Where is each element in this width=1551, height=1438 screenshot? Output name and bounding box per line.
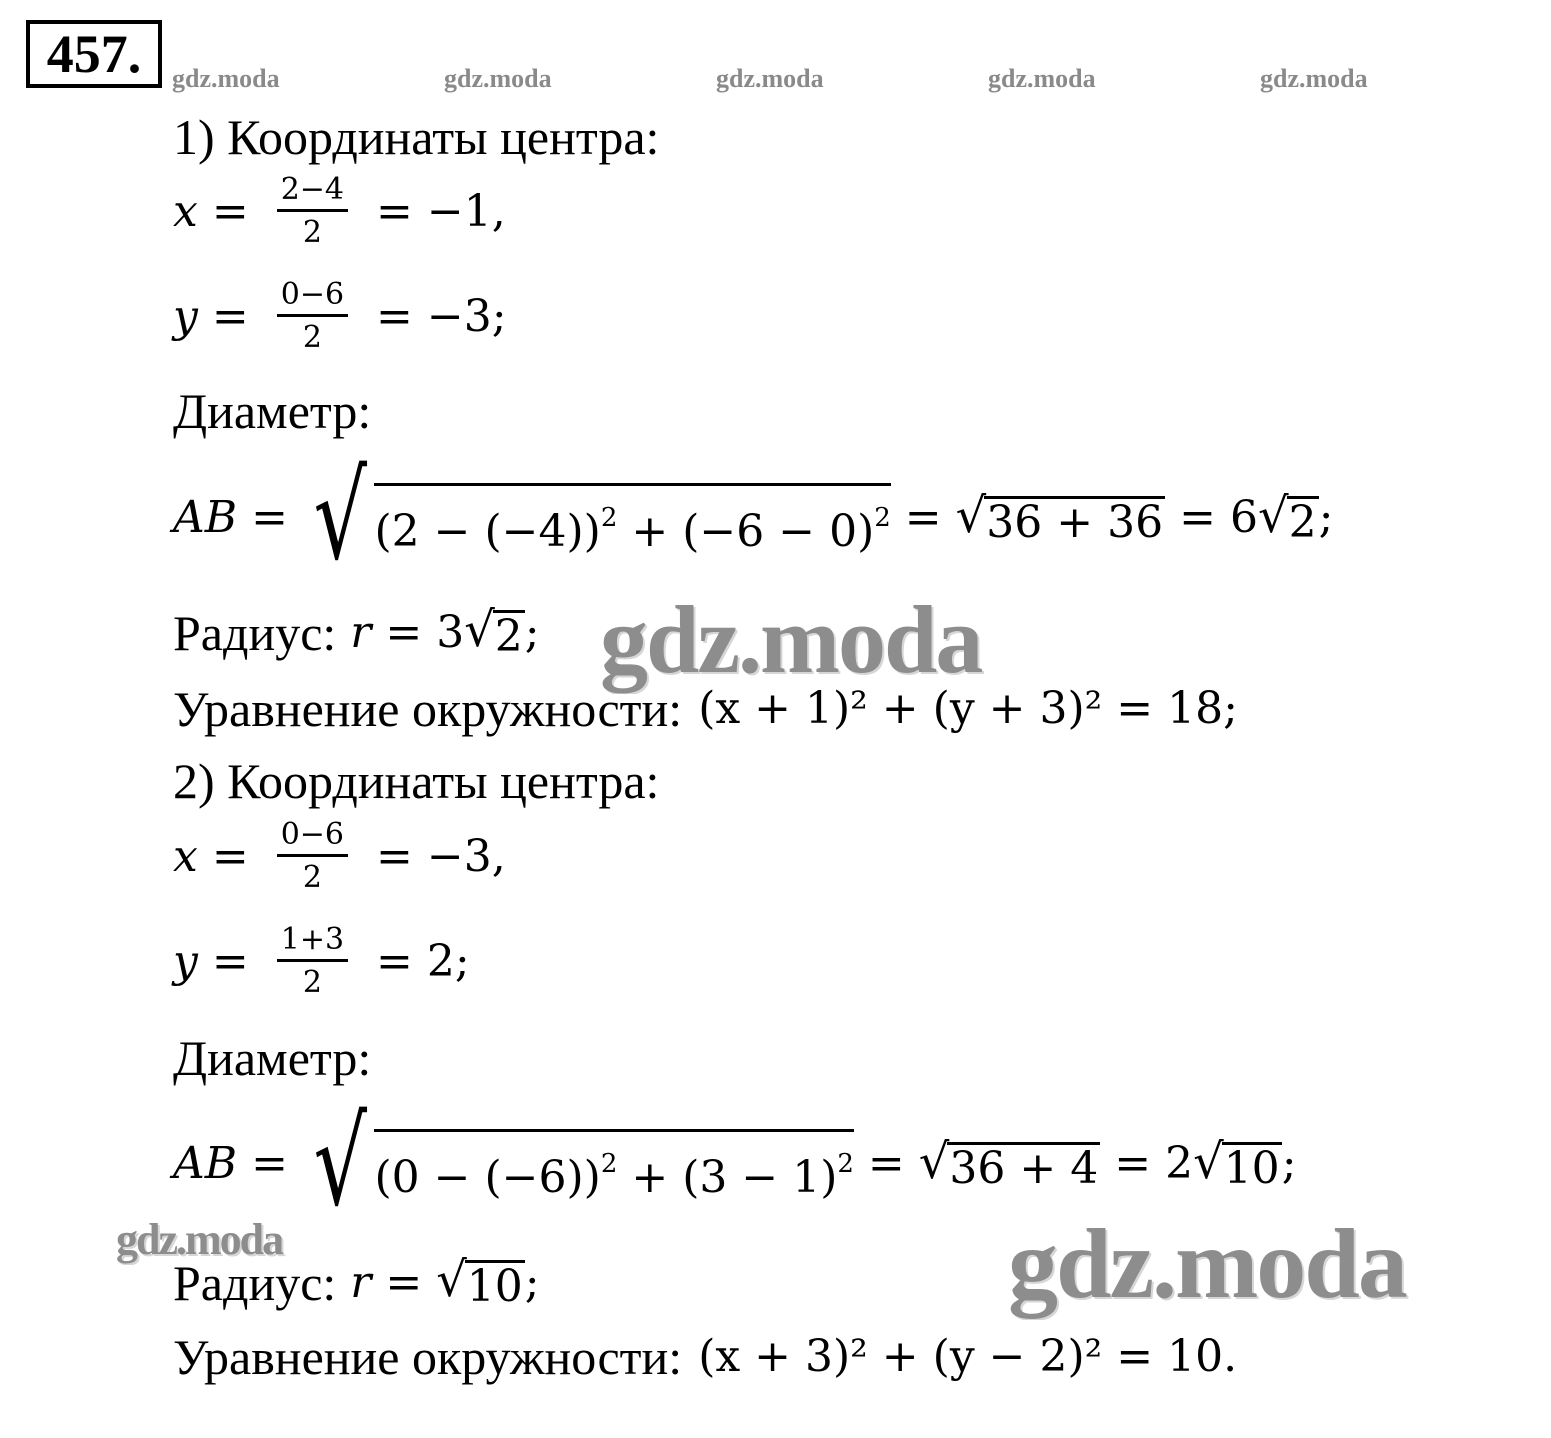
part1-radius: Радиус: r = 3 √ 2 ;: [173, 602, 540, 662]
part1-x-formula: x = $\frac{2-4}{2}$ = −1,: [173, 172, 506, 250]
watermark: gdz.moda: [172, 64, 280, 93]
watermark: gdz.moda: [116, 1215, 283, 1264]
radius-label: Радиус:: [173, 1254, 337, 1311]
part2-diameter-label: Диаметр:: [173, 1030, 372, 1086]
fraction-numerator: 0−6: [277, 820, 348, 857]
fraction-numerator: 1+3: [277, 925, 348, 962]
part2-y-formula: y = $\frac{1+3}{2}$ = 2;: [173, 922, 470, 1000]
fraction-denominator: 2: [302, 320, 322, 355]
part2-equation: [173, 1329, 1238, 1385]
radicand: $(2 - (-4))^2 + (-6 - 0)^2$: [374, 483, 890, 554]
coefficient: 2: [1165, 1138, 1194, 1189]
sqrt: √ 36 + 36: [955, 487, 1164, 548]
watermark: gdz.moda: [988, 64, 1096, 93]
ab-var: AB: [173, 492, 238, 543]
fraction: [277, 922, 348, 1000]
equation-label: Уравнение окружности:: [173, 681, 683, 737]
radius-var: r: [350, 606, 372, 658]
watermark: gdz.moda: [600, 586, 982, 693]
radicand-term: + (−6 − 0): [631, 505, 875, 557]
sqrt: √ 2: [1257, 487, 1317, 548]
fraction: [277, 172, 348, 250]
radicand-term: (0 − (−6)): [374, 1151, 601, 1203]
y-result: 2;: [426, 935, 470, 987]
part2-x-formula: x = $\frac{0-6}{2}$ = −3,: [173, 817, 506, 895]
part1-diameter-label: Диаметр:: [173, 383, 372, 439]
y-var: y: [173, 290, 198, 342]
radicand: $(0 - (-6))^2 + (3 - 1)^2$: [374, 1129, 853, 1200]
x-result: −3,: [426, 830, 506, 882]
task-number: 457.: [46, 24, 142, 84]
y-result: −3;: [426, 290, 507, 342]
sqrt: √ 10: [1193, 1133, 1280, 1194]
circle-equation: (x + 1)² + (y + 3)² = 18;: [698, 683, 1238, 734]
part1-center-label: 1) Координаты центра:: [173, 109, 660, 165]
fraction: [277, 277, 348, 355]
radius-var: r: [350, 1256, 372, 1308]
coefficient: 3: [436, 606, 465, 658]
task-number-box: [26, 20, 162, 88]
radical-sign: √: [313, 1094, 367, 1233]
radicand-term: + (3 − 1): [631, 1151, 838, 1203]
part2-radius: Радиус: r = √ 10 ;: [173, 1252, 540, 1312]
y-var: y: [173, 935, 198, 987]
part2-center-label: 2) Координаты центра:: [173, 753, 660, 809]
radical-sign: √: [313, 448, 367, 587]
fraction-numerator: 2−4: [277, 175, 348, 212]
ab-var: AB: [173, 1138, 238, 1189]
fraction-denominator: 2: [302, 215, 322, 250]
watermark: gdz.moda: [444, 64, 552, 93]
x-result: −1,: [426, 185, 506, 237]
sqrt: √ 2: [464, 602, 523, 662]
fraction-denominator: 2: [302, 965, 322, 1000]
coefficient: 6: [1229, 492, 1258, 543]
sqrt: √ 36 + 4: [918, 1133, 1099, 1194]
watermark: gdz.moda: [1008, 1208, 1406, 1319]
part1-ab-formula: AB = √ $(2 - (-4))^2 + (-6 - 0)^2$ = √ 36 + 36 = 6 √ 2 ;: [173, 448, 1334, 587]
equation-label: Уравнение окружности:: [173, 1329, 683, 1385]
sqrt: √ 10: [436, 1252, 523, 1312]
fraction-denominator: 2: [302, 860, 322, 895]
watermark: gdz.moda: [1260, 64, 1368, 93]
part1-y-formula: y = $\frac{0-6}{2}$ = −3;: [173, 277, 507, 355]
part2-ab-formula: AB = √ $(0 - (-6))^2 + (3 - 1)^2$ = √ 36 + 4 = 2 √ 10 ;: [173, 1094, 1297, 1233]
x-var: x: [173, 185, 198, 237]
fraction: [277, 817, 348, 895]
radicand-term: (2 − (−4)): [374, 505, 601, 557]
x-var: x: [173, 830, 198, 882]
circle-equation: (x + 3)² + (y − 2)² = 10.: [698, 1331, 1238, 1382]
fraction-numerator: 0−6: [277, 280, 348, 317]
radius-label: Радиус:: [173, 604, 337, 661]
watermark: gdz.moda: [716, 64, 824, 93]
